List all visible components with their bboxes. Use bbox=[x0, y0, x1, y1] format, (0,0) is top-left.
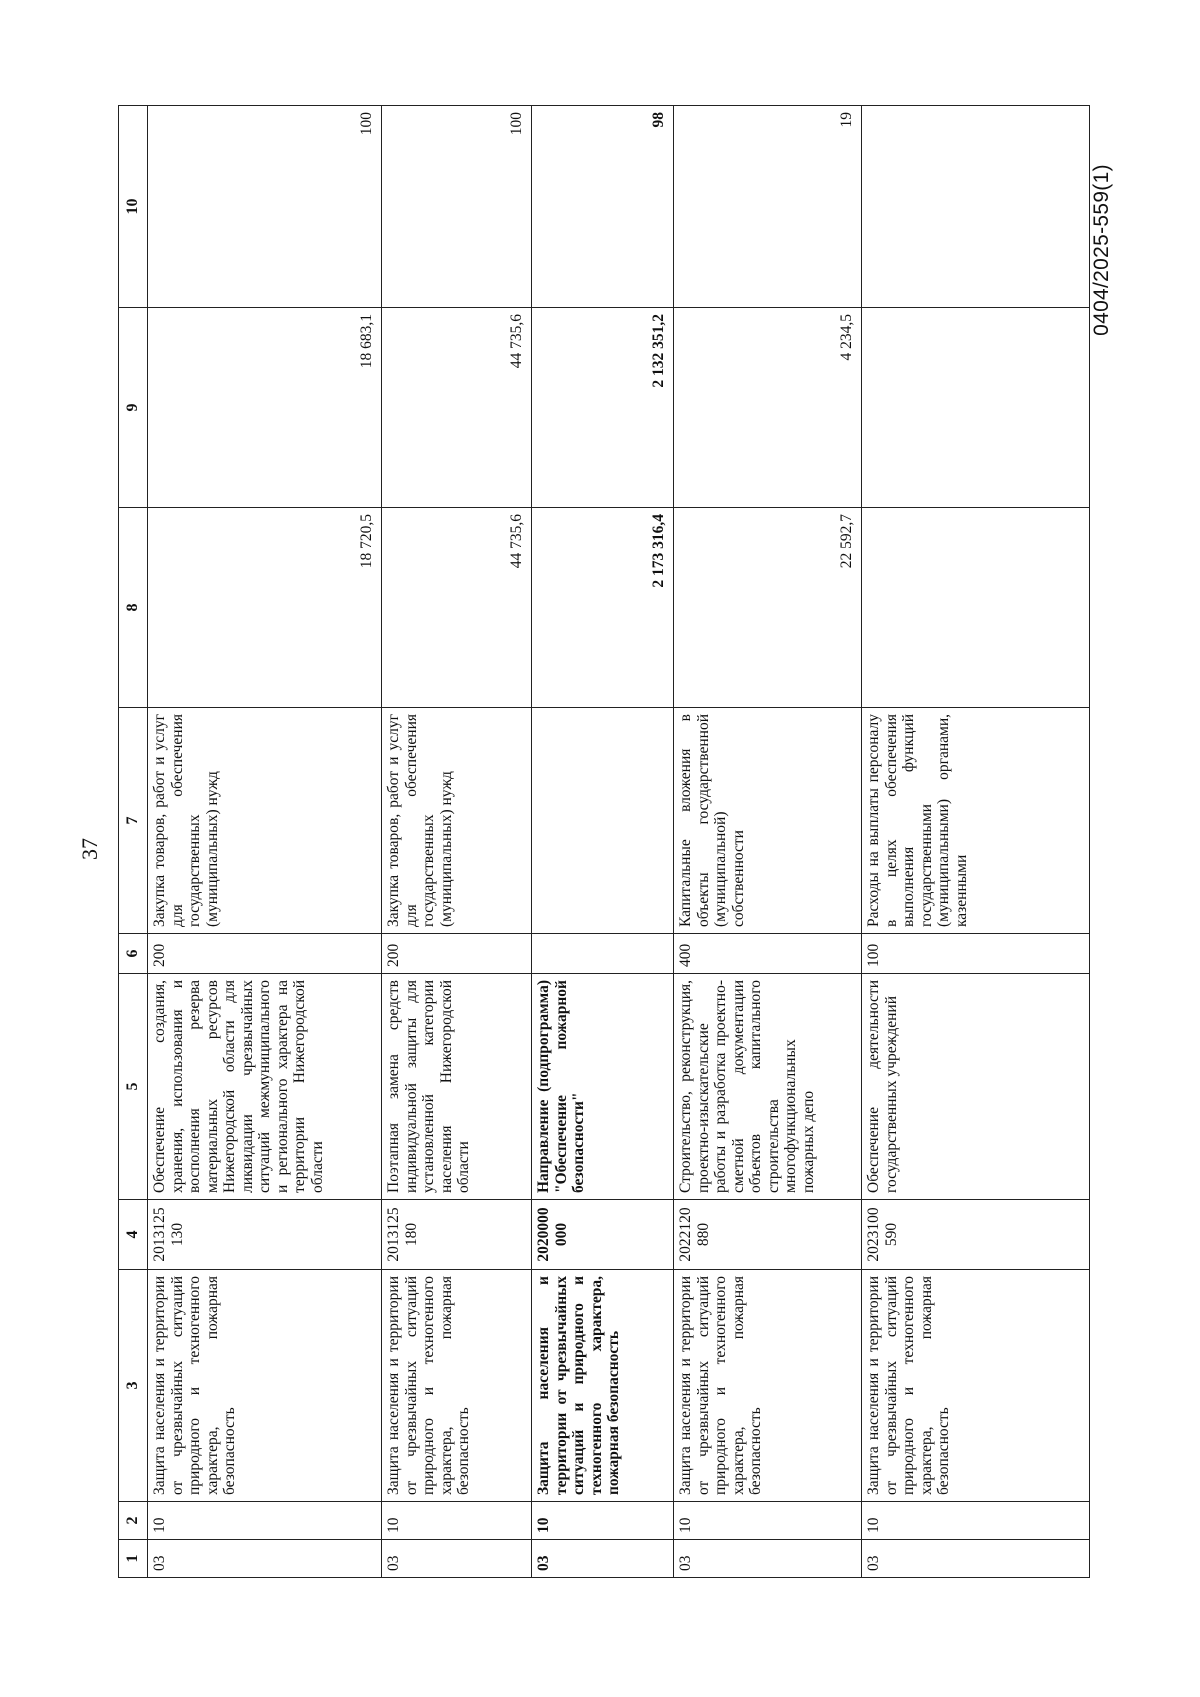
header-cell: 6 bbox=[119, 934, 148, 974]
table-row bbox=[148, 106, 382, 1578]
cell-subsection: 10 bbox=[148, 1502, 382, 1540]
cell-target-name: Обеспечение деятельности государственных учреждений bbox=[862, 974, 1090, 1200]
header-cell: 7 bbox=[119, 708, 148, 934]
cell-expense-name: Расходы на выплаты персоналу в целях обеспечения выполнения функций государственными (муниципальными) органами, казенными bbox=[862, 708, 1090, 934]
cell-subsection-name: Защита населения и территории от чрезвычайных ситуаций и природного и техногенного характера, пожарная безопасность bbox=[532, 1270, 674, 1502]
document-code: 0404/2025-559(1) bbox=[1090, 164, 1113, 336]
cell-target-name: Обеспечение создания, хранения, использования и восполнения резерва материальных ресурсов Нижегородской области для ликвидации чрезвычайных ситуаций межмуниципального и регионального характера на территории Нижегородской области bbox=[148, 974, 382, 1200]
cell-expense-name: Закупка товаров, работ и услуг для обеспечения государственных (муниципальных) нужд bbox=[382, 708, 532, 934]
table-row bbox=[862, 106, 1090, 1578]
header-cell: 9 bbox=[119, 308, 148, 508]
header-cell: 10 bbox=[119, 106, 148, 308]
header-cell: 8 bbox=[119, 508, 148, 708]
cell-target-name: Поэтапная замена средств индивидуальной защиты для установленной категории населения Нижегородской области bbox=[382, 974, 532, 1200]
cell-section: 03 bbox=[674, 1540, 862, 1578]
header-cell: 5 bbox=[119, 974, 148, 1200]
cell-section: 03 bbox=[532, 1540, 674, 1578]
cell-section: 03 bbox=[382, 1540, 532, 1578]
table-row bbox=[532, 106, 674, 1578]
cell-expense-name: Закупка товаров, работ и услуг для обеспечения государственных (муниципальных) нужд bbox=[148, 708, 382, 934]
cell-subsection-name: Защита населения и территории от чрезвычайных ситуаций природного и техногенного характера, пожарная безопасность bbox=[148, 1270, 382, 1502]
cell-subsection: 10 bbox=[532, 1502, 674, 1540]
header-cell: 2 bbox=[119, 1502, 148, 1540]
table-row bbox=[382, 106, 532, 1578]
cell-target-code: 2022120 880 bbox=[674, 1200, 862, 1270]
cell-subsection: 10 bbox=[862, 1502, 1090, 1540]
cell-expense-type: 200 bbox=[148, 934, 382, 974]
cell-subsection-name: Защита населения и территории от чрезвычайных ситуаций природного и техногенного характера, пожарная безопасность bbox=[382, 1270, 532, 1502]
cell-target-code: 2020000 000 bbox=[532, 1200, 674, 1270]
cell-planned: 18 720,5 bbox=[148, 508, 382, 708]
cell-planned bbox=[862, 508, 1090, 708]
cell-section: 03 bbox=[862, 1540, 1090, 1578]
header-cell: 3 bbox=[119, 1270, 148, 1502]
cell-expense-type: 100 bbox=[862, 934, 1090, 974]
cell-percent: 98 bbox=[532, 106, 674, 308]
cell-subsection-name: Защита населения и территории от чрезвычайных ситуаций природного и техногенного характера, пожарная безопасность bbox=[862, 1270, 1090, 1502]
cell-percent: 100 bbox=[148, 106, 382, 308]
cell-subsection: 10 bbox=[382, 1502, 532, 1540]
cell-target-name: Направление (подпрограмма) "Обеспечение пожарной безопасности" bbox=[532, 974, 674, 1200]
table-header-row bbox=[119, 106, 148, 1578]
cell-expense-name: Капитальные вложения в объекты государственной (муниципальной) собственности bbox=[674, 708, 862, 934]
cell-planned: 22 592,7 bbox=[674, 508, 862, 708]
cell-actual: 44 735,6 bbox=[382, 308, 532, 508]
cell-section: 03 bbox=[148, 1540, 382, 1578]
cell-actual: 4 234,5 bbox=[674, 308, 862, 508]
cell-target-name: Строительство, реконструкция, проектно-изыскательские работы и разработка проектно-сметной документации объектов капитального строительства многофункциональных пожарных депо bbox=[674, 974, 862, 1200]
header-cell: 4 bbox=[119, 1200, 148, 1270]
budget-table bbox=[118, 105, 1090, 1578]
cell-expense-type: 200 bbox=[382, 934, 532, 974]
cell-expense-type bbox=[532, 934, 674, 974]
cell-target-code: 2013125 180 bbox=[382, 1200, 532, 1270]
rotated-table-container bbox=[118, 106, 1090, 1578]
cell-actual bbox=[862, 308, 1090, 508]
cell-target-code: 2023100 590 bbox=[862, 1200, 1090, 1270]
cell-planned: 2 173 316,4 bbox=[532, 508, 674, 708]
cell-percent: 19 bbox=[674, 106, 862, 308]
cell-actual: 2 132 351,2 bbox=[532, 308, 674, 508]
cell-expense-type: 400 bbox=[674, 934, 862, 974]
cell-percent: 100 bbox=[382, 106, 532, 308]
cell-subsection: 10 bbox=[674, 1502, 862, 1540]
table-row bbox=[674, 106, 862, 1578]
cell-expense-name bbox=[532, 708, 674, 934]
header-cell: 1 bbox=[119, 1540, 148, 1578]
cell-percent bbox=[862, 106, 1090, 308]
cell-subsection-name: Защита населения и территории от чрезвычайных ситуаций природного и техногенного характера, пожарная безопасность bbox=[674, 1270, 862, 1502]
cell-target-code: 2013125 130 bbox=[148, 1200, 382, 1270]
cell-planned: 44 735,6 bbox=[382, 508, 532, 708]
cell-actual: 18 683,1 bbox=[148, 308, 382, 508]
page-number: 37 bbox=[77, 838, 102, 860]
